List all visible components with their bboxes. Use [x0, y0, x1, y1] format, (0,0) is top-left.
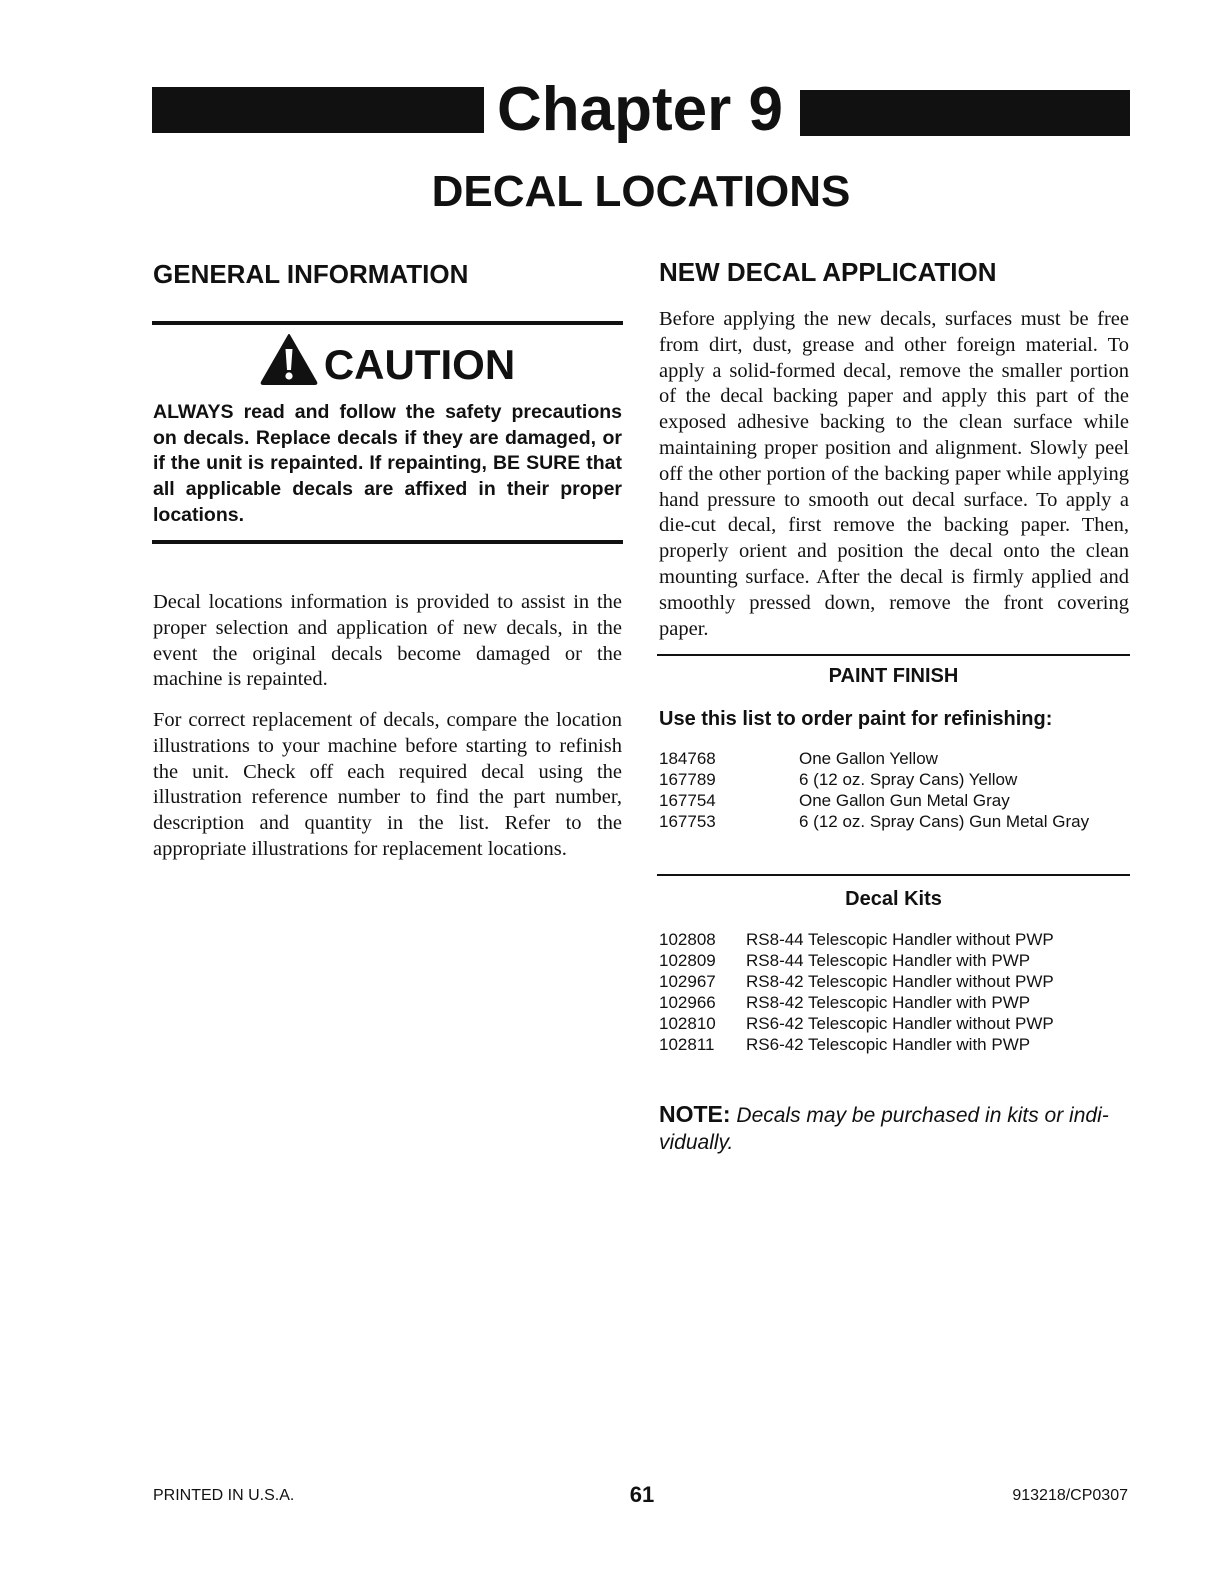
caution-header — [152, 333, 623, 389]
page-number: 61 — [629, 1482, 655, 1507]
part-number: 102808 — [659, 930, 716, 949]
part-description: One Gallon Gun Metal Gray — [799, 791, 1010, 810]
part-number: 102966 — [659, 993, 716, 1012]
part-description: RS6-42 Telescopic Handler without PWP — [746, 1014, 1054, 1033]
note-text: Decals may be purchased in kits or individually. — [659, 1104, 1109, 1154]
note — [659, 1101, 1129, 1156]
warning-triangle-icon — [260, 333, 318, 385]
part-description: RS8-44 Telescopic Handler without PWP — [746, 930, 1054, 949]
part-description: 6 (12 oz. Spray Cans) Yellow — [799, 770, 1018, 789]
decal-kit-item — [659, 929, 1129, 950]
note-label: NOTE: — [659, 1101, 731, 1127]
caution-label: CAUTION — [323, 341, 516, 388]
part-description: RS6-42 Telescopic Handler with PWP — [746, 1035, 1031, 1054]
paint-list-item — [659, 769, 1129, 790]
caution-text: ALWAYS read and follow the safety precautions on decals. Replace decals if they are damaged, or if the unit is repainted. If repainting, BE SURE that all applicable decals are affixed in their proper locations. — [153, 401, 622, 526]
new-decal-application-text: Before applying the new decals, surfaces must be free from dirt, dust, grease and other foreign material. To apply a solid-formed decal, remove the smaller portion of the decal backing paper and apply this part of the exposed adhesive backing to the clean surface while maintaining proper position and alignment. Slowly peel off the other portion of the backing paper while applying hand pressure to smooth out decal surface. To apply a die-cut decal, first remove the backing paper. Then, properly orient and position the decal onto the clean mounting surface. After the decal is firmly applied and smoothly pressed down, remove the front covering paper. — [659, 308, 1129, 640]
footer-printed-in: PRINTED IN U.S.A. — [153, 1487, 295, 1504]
caution-rule-top — [152, 321, 623, 325]
part-description: RS8-42 Telescopic Handler without PWP — [746, 972, 1054, 991]
document-number: 913218/CP0307 — [1012, 1487, 1128, 1504]
part-description: One Gallon Yellow — [799, 749, 938, 768]
decal-kit-item — [659, 992, 1129, 1013]
decal-kits-title: Decal Kits — [845, 888, 942, 910]
chapter-title: Chapter 9 — [497, 75, 783, 144]
part-number: 167754 — [659, 791, 716, 810]
part-number: 102967 — [659, 972, 716, 991]
paint-list-item — [659, 811, 1129, 832]
part-number: 102810 — [659, 1014, 716, 1033]
decal-kit-item — [659, 1013, 1129, 1034]
decal-kit-item — [659, 1034, 1129, 1055]
page-title: DECAL LOCATIONS — [431, 167, 851, 216]
paint-list-item — [659, 748, 1129, 769]
general-information-heading: GENERAL INFORMATION — [153, 259, 469, 289]
part-description: RS8-44 Telescopic Handler with PWP — [746, 951, 1031, 970]
chapter-bar-left — [152, 87, 484, 133]
paint-finish-subtitle: Use this list to order paint for refinishing: — [659, 708, 1053, 730]
intro-paragraph: Decal locations information is provided to assist in the proper selection and application of new decals, in the event the original decals become damaged or the machine is repainted. — [153, 591, 622, 691]
intro-paragraph: For correct replacement of decals, compare the location illustrations to your machine before starting to refinish the unit. Check off each required decal using the illustration reference number to find the part number, description and quantity in the list. Refer to the appropriate illustrations for replacement locations. — [153, 709, 622, 860]
caution-rule-bottom — [152, 540, 623, 544]
new-decal-application-heading: NEW DECAL APPLICATION — [659, 257, 997, 287]
decal-kits-list — [659, 929, 1129, 1055]
part-number: 167789 — [659, 770, 716, 789]
decal-kit-item — [659, 950, 1129, 971]
part-description: 6 (12 oz. Spray Cans) Gun Metal Gray — [799, 812, 1090, 831]
part-number: 167753 — [659, 812, 716, 831]
decal-kits-rule — [657, 874, 1130, 876]
part-number: 102811 — [659, 1035, 715, 1054]
paint-finish-title: PAINT FINISH — [828, 665, 959, 687]
part-number: 102809 — [659, 951, 716, 970]
paint-list — [659, 748, 1129, 832]
paint-list-item — [659, 790, 1129, 811]
paint-finish-rule — [657, 654, 1130, 656]
decal-kit-item — [659, 971, 1129, 992]
part-description: RS8-42 Telescopic Handler with PWP — [746, 993, 1031, 1012]
chapter-bar-right — [800, 90, 1130, 136]
part-number: 184768 — [659, 749, 716, 768]
